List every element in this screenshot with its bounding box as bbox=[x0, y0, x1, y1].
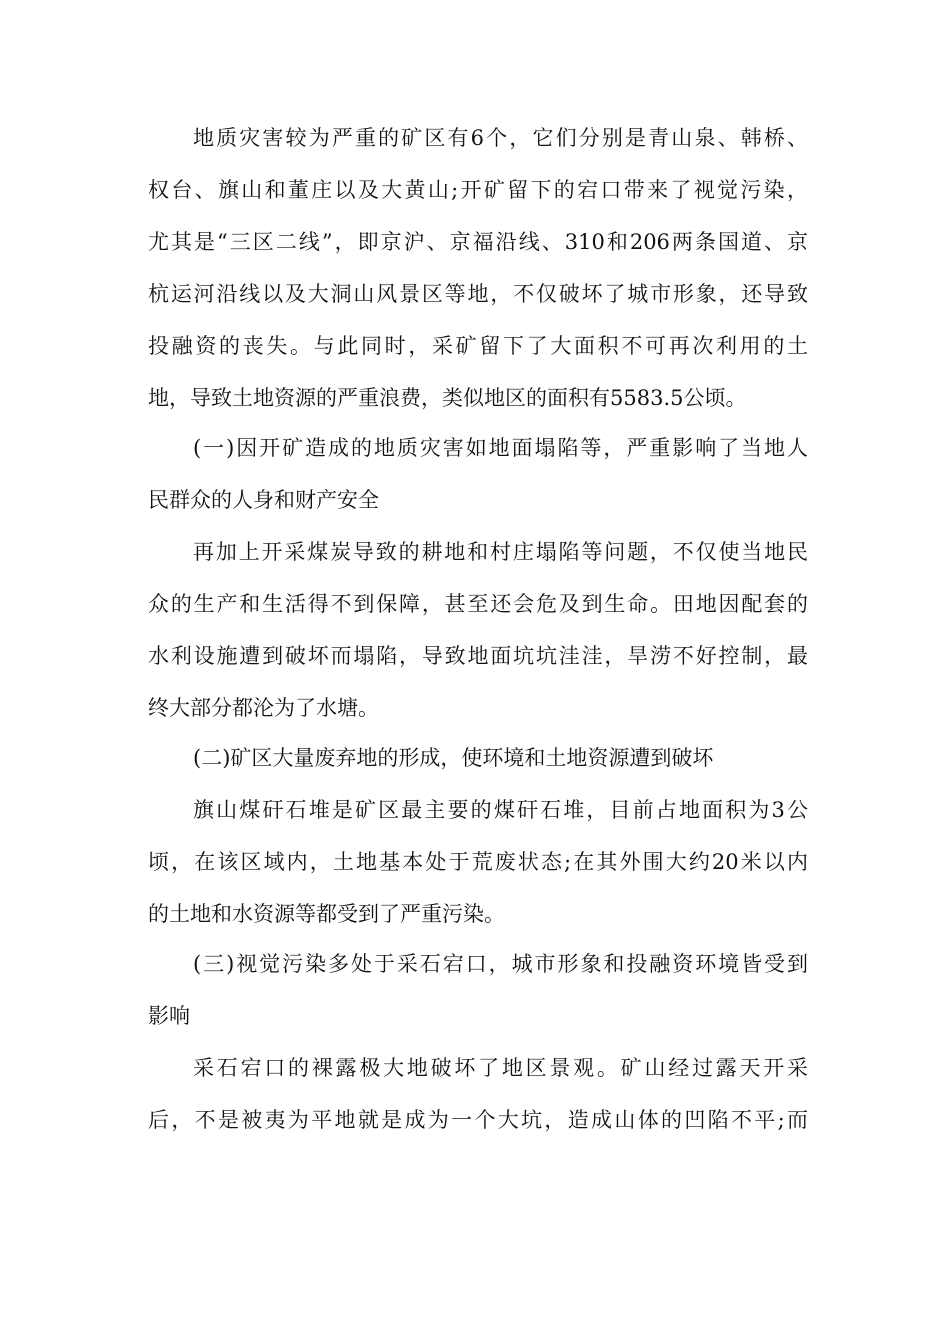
text-line: 地质灾害较为严重的矿区有6个，它们分别是青山泉、韩桥、 bbox=[193, 126, 808, 150]
text-line: 众的生产和生活得不到保障，甚至还会危及到生命。田地因配套的 bbox=[148, 592, 808, 616]
text-line: 旗山煤矸石堆是矿区最主要的煤矸石堆，目前占地面积为3公 bbox=[193, 798, 808, 822]
section-heading: (三)视觉污染多处于采石宕口，城市形象和投融资环境皆受到 bbox=[193, 952, 808, 976]
text-line: 地，导致土地资源的严重浪费，类似地区的面积有5583.5公顷。 bbox=[148, 386, 747, 410]
section-heading-cont: 影响 bbox=[148, 1004, 190, 1028]
text-line: 顷，在该区域内，土地基本处于荒废状态;在其外围大约20米以内 bbox=[148, 850, 808, 874]
text-line: 后，不是被夷为平地就是成为一个大坑，造成山体的凹陷不平;而 bbox=[148, 1108, 808, 1132]
text-line: 再加上开采煤炭导致的耕地和村庄塌陷等问题，不仅使当地民 bbox=[193, 540, 808, 564]
text-line: 终大部分都沦为了水塘。 bbox=[148, 696, 379, 720]
text-line: 尤其是“三区二线”，即京沪、京福沿线、310和206两条国道、京 bbox=[148, 230, 808, 254]
section-heading-cont: 民群众的人身和财产安全 bbox=[148, 488, 379, 512]
section-heading: (一)因开矿造成的地质灾害如地面塌陷等，严重影响了当地人 bbox=[193, 436, 808, 460]
text-line: 投融资的丧失。与此同时，采矿留下了大面积不可再次利用的土 bbox=[148, 334, 808, 358]
section-heading: (二)矿区大量废弃地的形成，使环境和土地资源遭到破坏 bbox=[193, 746, 714, 770]
text-line: 水利设施遭到破坏而塌陷，导致地面坑坑洼洼，旱涝不好控制，最 bbox=[148, 644, 808, 668]
text-line: 采石宕口的裸露极大地破坏了地区景观。矿山经过露天开采 bbox=[193, 1056, 808, 1080]
text-line: 杭运河沿线以及大洞山风景区等地，不仅破坏了城市形象，还导致 bbox=[148, 282, 808, 306]
text-line: 权台、旗山和董庄以及大黄山;开矿留下的宕口带来了视觉污染， bbox=[148, 178, 808, 202]
text-line: 的土地和水资源等都受到了严重污染。 bbox=[148, 902, 505, 926]
